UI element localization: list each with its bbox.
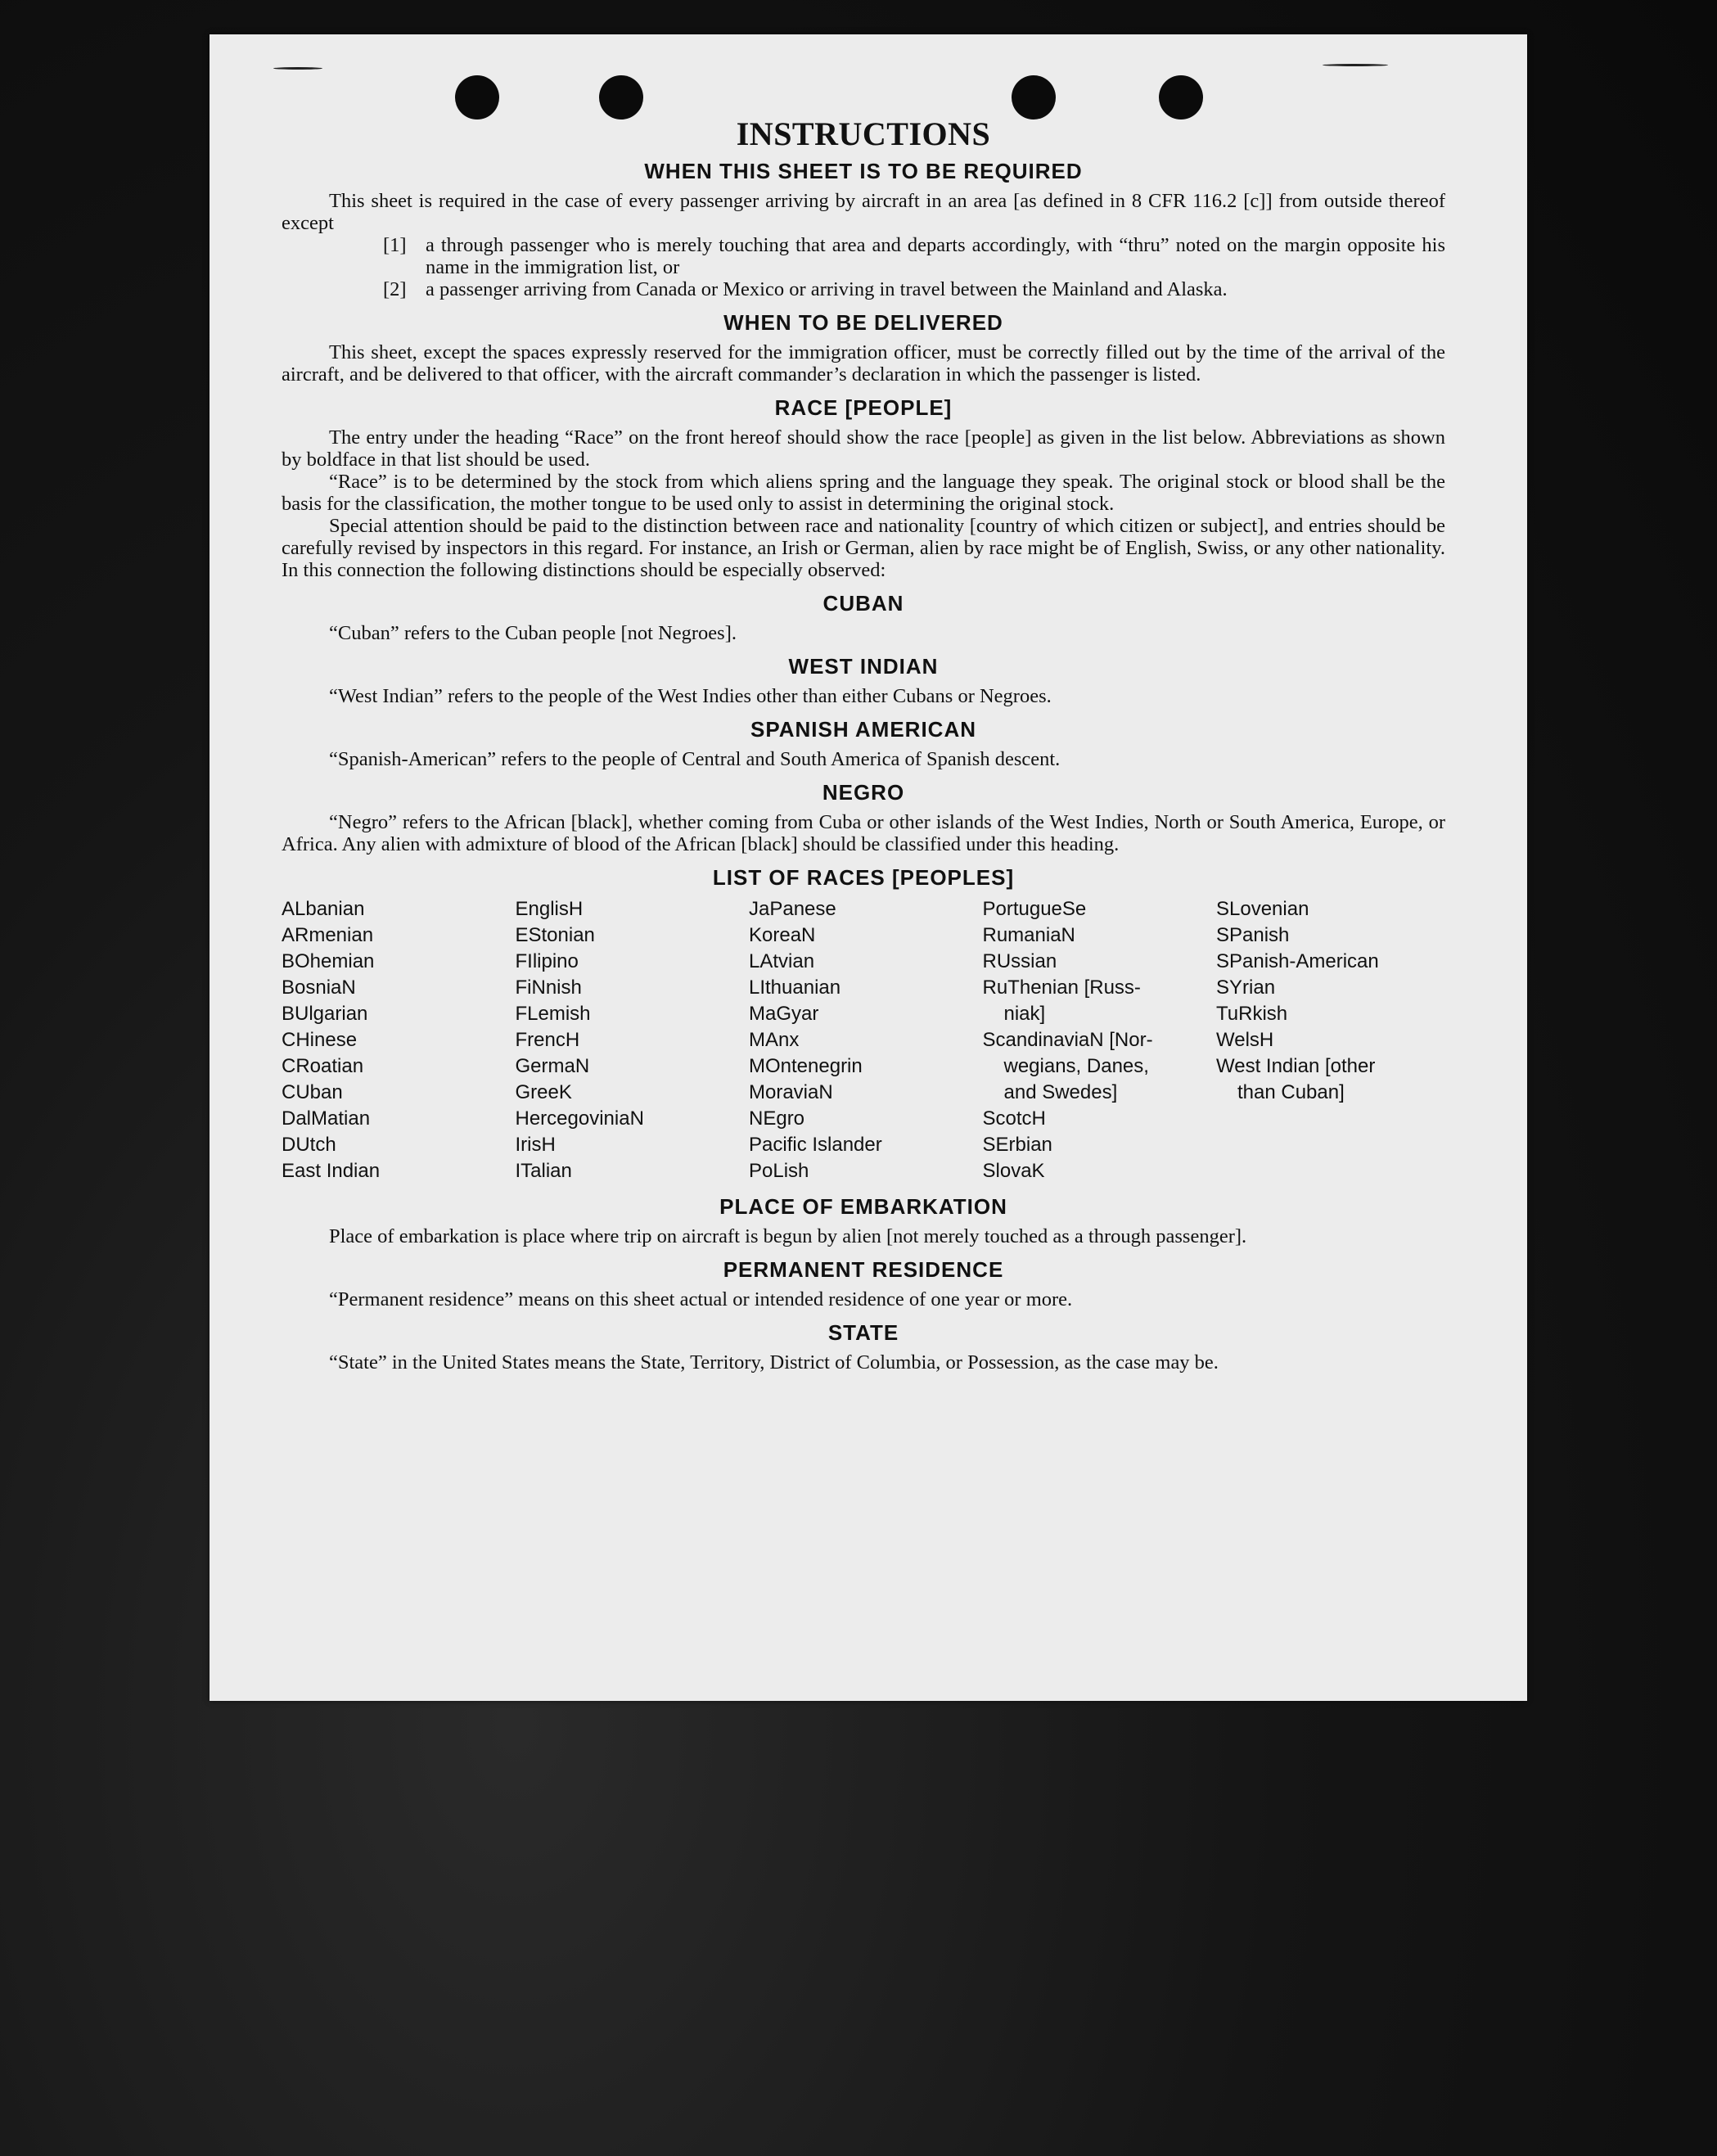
race-entry: West Indian [other xyxy=(1216,1055,1376,1077)
race-entry: HercegoviniaN xyxy=(515,1107,644,1130)
heading-cuban: CUBAN xyxy=(822,591,904,616)
document-page xyxy=(210,34,1527,1701)
race-entry: CRoatian xyxy=(282,1055,364,1077)
punch-hole xyxy=(599,75,643,120)
race-entry: ALbanian xyxy=(282,898,365,920)
list-item xyxy=(383,234,1445,278)
paragraph-spanish-american: “Spanish-American” refers to the people of Central and South America of Spanish descent. xyxy=(329,748,1061,770)
race-entry: IrisH xyxy=(515,1134,556,1156)
race-entry: FiNnish xyxy=(515,977,582,999)
race-entry: NEgro xyxy=(749,1107,805,1130)
race-entry: MAnx xyxy=(749,1029,800,1051)
race-entry: EStonian xyxy=(515,924,595,946)
race-entry: RumaniaN xyxy=(982,924,1075,946)
races-column-1 xyxy=(282,896,511,1184)
race-entry: PortugueSe xyxy=(982,898,1087,920)
race-entry: EnglisH xyxy=(515,898,584,920)
race-entry: MOntenegrin xyxy=(749,1055,863,1077)
heading-when-required: WHEN THIS SHEET IS TO BE REQUIRED xyxy=(644,159,1083,183)
list-item xyxy=(383,278,1445,300)
heading-race: RACE [PEOPLE] xyxy=(774,395,953,420)
punch-hole xyxy=(1159,75,1203,120)
race-entry-continuation: than Cuban] xyxy=(1237,1081,1345,1103)
paragraph-race-3: Special attention should be paid to the distinction between race and nationality [country of which citizen or subject], and entries should be carefully revised by inspectors in this regard. For instance, an Irish or German, alien by race might be of English, Swiss, or any other nationality. In this connection the following distinctions should be especially observed: xyxy=(282,515,1445,581)
punch-hole xyxy=(1012,75,1056,120)
paragraph-embarkation: Place of embarkation is place where trip on aircraft is begun by alien [not merely touched as a through passenger]. xyxy=(329,1225,1247,1247)
document-body xyxy=(282,115,1445,1373)
races-column-3 xyxy=(749,896,978,1184)
heading-west-indian: WEST INDIAN xyxy=(788,654,939,679)
race-entry: SErbian xyxy=(982,1134,1052,1156)
heading-place-of-embarkation: PLACE OF EMBARKATION xyxy=(719,1194,1007,1219)
race-entry: Pacific Islander xyxy=(749,1134,882,1156)
race-entry: MaGyar xyxy=(749,1003,819,1025)
race-entry: SLovenian xyxy=(1216,898,1309,920)
races-column-4 xyxy=(983,896,1212,1184)
paragraph-required-intro: This sheet is required in the case of every passenger arriving by aircraft in an area [as defined in 8 CFR 116.2 [c]] from outside thereof except xyxy=(282,190,1445,234)
race-entry: ITalian xyxy=(515,1160,572,1182)
heading-negro: NEGRO xyxy=(822,780,905,805)
scan-mark xyxy=(273,67,322,70)
race-entry: GermaN xyxy=(515,1055,590,1077)
paragraph-race-1: The entry under the heading “Race” on the front hereof should show the race [people] as given in the list below. Abbreviations as shown by boldface in that list should be used. xyxy=(282,426,1445,471)
race-entry: DUtch xyxy=(282,1134,336,1156)
race-entry: BOhemian xyxy=(282,950,375,972)
heading-list-of-races: LIST OF RACES [PEOPLES] xyxy=(712,865,1015,890)
race-entry: SlovaK xyxy=(982,1160,1045,1182)
race-entry: KoreaN xyxy=(749,924,816,946)
punch-hole xyxy=(455,75,499,120)
race-entry-continuation: wegians, Danes, xyxy=(1003,1055,1149,1077)
race-entry-continuation: and Swedes] xyxy=(1003,1081,1118,1103)
races-column-2 xyxy=(516,896,745,1184)
list-item-number: [2] xyxy=(383,278,407,300)
paragraph-west-indian: “West Indian” refers to the people of the West Indies other than either Cubans or Negroes. xyxy=(329,685,1052,707)
race-entry: ScandinaviaN [Nor- xyxy=(982,1029,1153,1051)
race-entry: SPanish xyxy=(1216,924,1290,946)
races-column-5 xyxy=(1216,896,1445,1184)
race-entry: WelsH xyxy=(1216,1029,1274,1051)
race-entry: PoLish xyxy=(749,1160,809,1182)
paragraph-race-2: “Race” is to be determined by the stock from which aliens spring and the language they speak. The original stock or blood shall be the basis for the classification, the mother tongue to be used only to assist in determining the original stock. xyxy=(282,471,1445,515)
race-entry: LIthuanian xyxy=(749,977,841,999)
race-entry: MoraviaN xyxy=(749,1081,833,1103)
race-entry: TuRkish xyxy=(1216,1003,1288,1025)
paragraph-cuban: “Cuban” refers to the Cuban people [not Negroes]. xyxy=(329,622,737,644)
race-entry: LAtvian xyxy=(749,950,815,972)
race-entry: RUssian xyxy=(982,950,1057,972)
list-item-number: [1] xyxy=(383,234,407,256)
race-entry: JaPanese xyxy=(749,898,836,920)
race-entry-continuation: niak] xyxy=(1003,1003,1046,1025)
race-entry: ARmenian xyxy=(282,924,374,946)
race-entry: ScotcH xyxy=(982,1107,1046,1130)
race-entry: BosniaN xyxy=(282,977,356,999)
race-entry: FLemish xyxy=(515,1003,591,1025)
paragraph-residence: “Permanent residence” means on this sheet actual or intended residence of one year or more. xyxy=(329,1288,1073,1310)
race-entry: SYrian xyxy=(1216,977,1276,999)
race-entry: FrencH xyxy=(515,1029,580,1051)
race-entry: DalMatian xyxy=(282,1107,371,1130)
race-entry: FIlipino xyxy=(515,950,579,972)
paragraph-negro: “Negro” refers to the African [black], whether coming from Cuba or other islands of the West Indies, North or South America, Europe, or Africa. Any alien with admixture of blood of the African [black] should be classified under this heading. xyxy=(282,811,1445,855)
race-entry: SPanish-American xyxy=(1216,950,1379,972)
race-entry: RuThenian [Russ- xyxy=(982,977,1141,999)
race-entry: East Indian xyxy=(282,1160,381,1182)
heading-state: STATE xyxy=(827,1320,899,1345)
races-list xyxy=(282,896,1445,1184)
page-title: INSTRUCTIONS xyxy=(736,115,991,152)
scan-mark xyxy=(1323,64,1388,66)
paragraph-state: “State” in the United States means the State, Territory, District of Columbia, or Possession, as the case may be. xyxy=(329,1351,1219,1373)
race-entry: CHinese xyxy=(282,1029,358,1051)
race-entry: BUlgarian xyxy=(282,1003,368,1025)
paragraph-delivered: This sheet, except the spaces expressly reserved for the immigration officer, must be correctly filled out by the time of the arrival of the aircraft, and be delivered to that officer, with the aircraft commander’s declaration in which the passenger is listed. xyxy=(282,341,1445,386)
race-entry: CUban xyxy=(282,1081,343,1103)
race-entry: GreeK xyxy=(515,1081,572,1103)
heading-when-delivered: WHEN TO BE DELIVERED xyxy=(723,310,1003,335)
list-item-text: a passenger arriving from Canada or Mexico or arriving in travel between the Mainland and Alaska. xyxy=(426,278,1228,300)
heading-spanish-american: SPANISH AMERICAN xyxy=(750,717,976,742)
heading-permanent-residence: PERMANENT RESIDENCE xyxy=(723,1257,1004,1282)
list-item-text: a through passenger who is merely touching that area and departs accordingly, with “thru” noted on the margin opposite his name in the immigration list, or xyxy=(426,234,1445,278)
